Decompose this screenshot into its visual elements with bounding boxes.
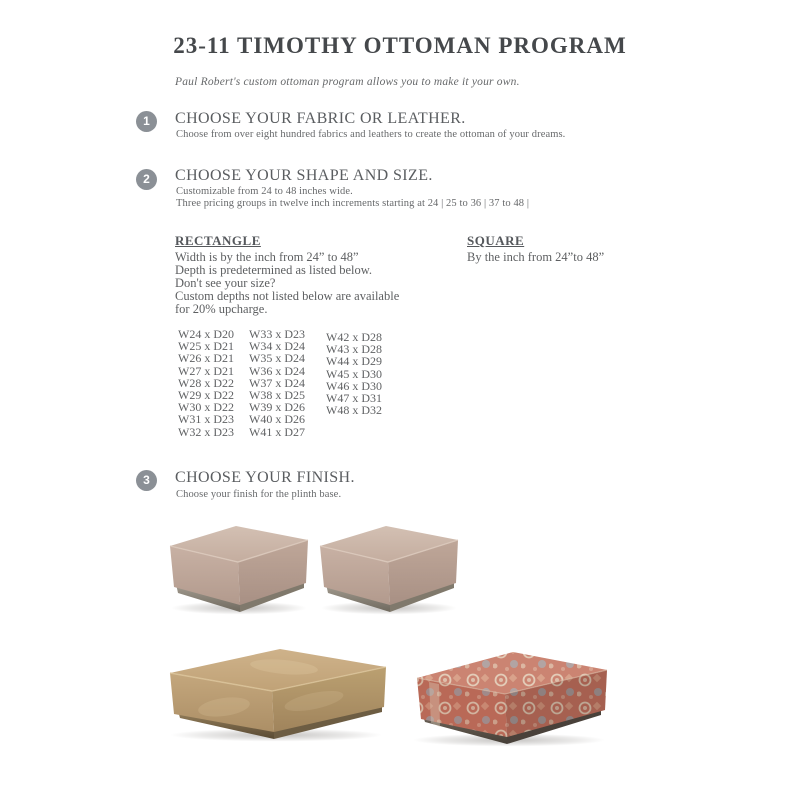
size-column-2	[249, 328, 305, 438]
size-item: W32 x D23	[178, 424, 234, 439]
step-3-heading: CHOOSE YOUR FINISH.	[175, 469, 355, 486]
size-item: W30 x D22	[178, 400, 234, 415]
rectangle-description	[175, 251, 399, 316]
size-column-1	[178, 328, 234, 438]
step-1-number: 1	[143, 114, 150, 128]
size-item: W47 x D31	[326, 391, 382, 406]
size-item: W46 x D30	[326, 378, 382, 393]
step-3-badge	[136, 470, 157, 491]
size-item: W39 x D26	[249, 400, 305, 415]
size-column-3	[326, 331, 382, 416]
size-item: W45 x D30	[326, 366, 382, 381]
step-2-number: 2	[143, 172, 150, 186]
size-item: W40 x D26	[249, 412, 305, 427]
rectangle-heading: RECTANGLE	[175, 233, 261, 248]
patterned-ottoman-image	[409, 644, 611, 748]
size-item: W43 x D28	[326, 342, 382, 357]
size-item: W27 x D21	[178, 363, 234, 378]
rectangle-line-5: for 20% upcharge.	[175, 301, 268, 316]
size-item: W42 x D28	[326, 330, 382, 344]
leather-ottoman-image	[164, 641, 392, 743]
size-item: W35 x D24	[249, 351, 305, 366]
size-item: W34 x D24	[249, 339, 305, 354]
step-2-description	[176, 186, 529, 211]
size-item: W33 x D23	[249, 327, 305, 341]
size-item: W44 x D29	[326, 354, 382, 369]
step-1-description: Choose from over eight hundred fabrics and leathers to create the ottoman of your dreams.	[176, 129, 566, 140]
page-subtitle: Paul Robert's custom ottoman program allows you to make it your own.	[175, 76, 520, 88]
square-description: By the inch from 24”to 48”	[467, 250, 605, 264]
size-item: W41 x D27	[249, 424, 305, 439]
size-item: W29 x D22	[178, 388, 234, 403]
step-2-line-1: Customizable from 24 to 48 inches wide.	[176, 186, 353, 197]
step-2-line-2: Three pricing groups in twelve inch increments starting at 24 | 25 to 36 | 37 to 48 |	[176, 198, 530, 210]
step-2-badge	[136, 169, 157, 190]
page-title: 23-11 TIMOTHY OTTOMAN PROGRAM	[173, 33, 627, 58]
rectangle-line-1: Width is by the inch from 24” to 48”	[175, 250, 359, 264]
rectangle-line-2: Depth is predetermined as listed below.	[175, 262, 373, 277]
rectangle-line-3: Don't see your size?	[175, 275, 276, 290]
rectangle-line-4: Custom depths not listed below are available	[175, 288, 400, 303]
size-item: W26 x D21	[178, 351, 234, 366]
step-1-heading: CHOOSE YOUR FABRIC OR LEATHER.	[175, 110, 466, 127]
step-3-description: Choose your finish for the plinth base.	[176, 489, 342, 500]
size-item: W31 x D23	[178, 412, 234, 427]
size-item: W38 x D25	[249, 388, 305, 403]
step-2-heading: CHOOSE YOUR SHAPE AND SIZE.	[175, 167, 433, 184]
step-3-number: 3	[143, 473, 150, 487]
size-item: W37 x D24	[249, 375, 305, 390]
step-1-badge	[136, 111, 157, 132]
fabric-ottoman-image-1	[166, 520, 312, 616]
size-item: W36 x D24	[249, 363, 305, 378]
size-item: W28 x D22	[178, 375, 234, 390]
size-item: W24 x D20	[178, 327, 234, 341]
size-item: W25 x D21	[178, 339, 234, 354]
fabric-ottoman-image-2	[315, 520, 463, 616]
size-item: W48 x D32	[326, 403, 382, 418]
square-heading: SQUARE	[467, 233, 525, 248]
